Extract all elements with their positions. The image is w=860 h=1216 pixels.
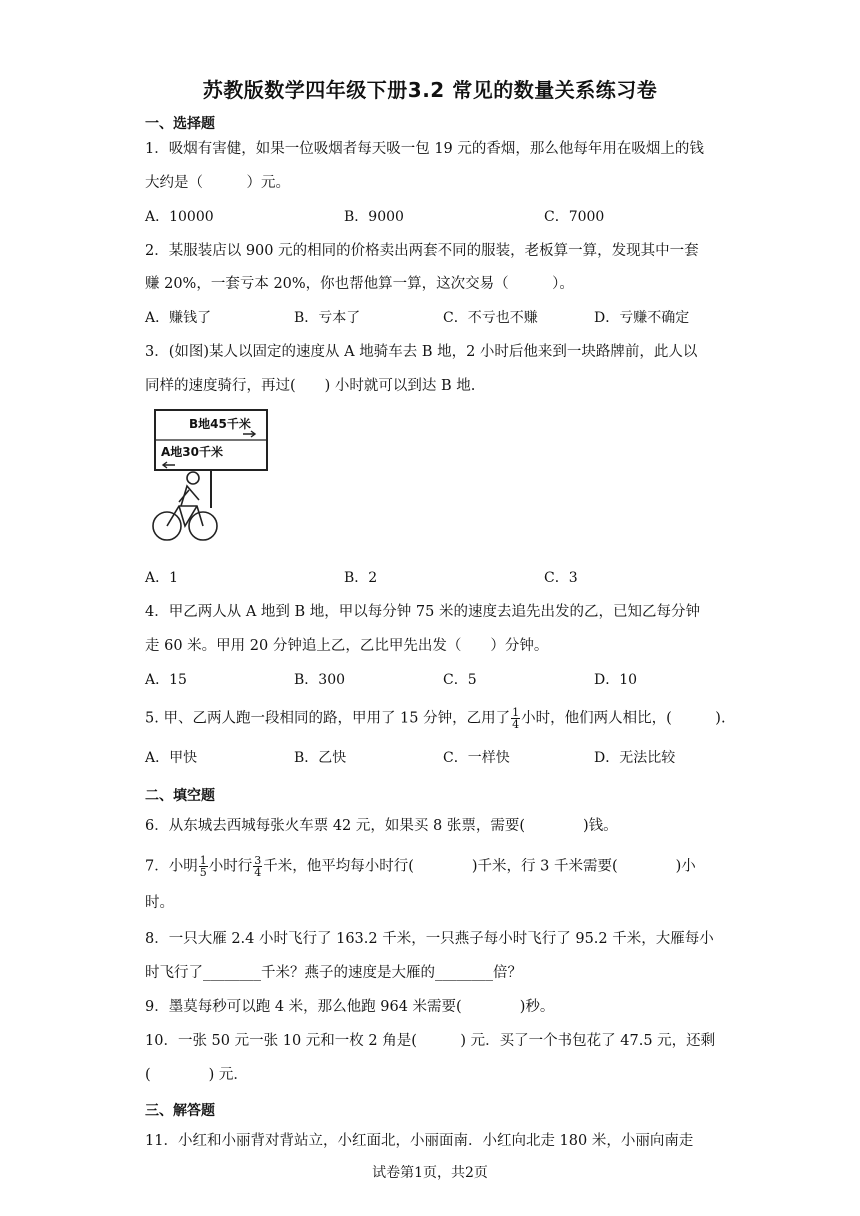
question-7-text-part-1: 7．小明 <box>145 858 198 875</box>
question-7-text-part-2: 小时行 <box>208 858 253 875</box>
question-3-line-1: 3．(如图)某人以固定的速度从 A 地骑车去 B 地，2 小时后他来到一块路牌前，此人以 <box>145 344 698 360</box>
question-4-option-b: B．300 <box>294 672 346 688</box>
question-5-option-d: D．无法比较 <box>594 750 676 766</box>
question-8-line-2: 时飞行了________千米？燕子的速度是大雁的________倍？ <box>145 965 522 981</box>
question-5-text-part-2: 小时，他们两人相比，( ). <box>521 710 726 727</box>
question-7-line-1 <box>145 855 717 878</box>
question-5-option-c: C．一样快 <box>443 750 510 766</box>
question-1-option-b: B．9000 <box>344 209 404 225</box>
fraction-numerator: 1 <box>199 854 207 867</box>
sign-b-distance: B地45千米 <box>189 417 251 431</box>
question-2-line-2: 赚 20%，一套亏本 20%，你也帮他算一算，这次交易（ ）。 <box>145 276 574 292</box>
question-5-text-part-1: 5. 甲、乙两人跑一段相同的路，甲用了 15 分钟，乙用了 <box>145 710 511 727</box>
question-3-option-c: C．3 <box>544 570 578 586</box>
question-4-option-c: C．5 <box>443 672 477 688</box>
section-heading-fill: 二、填空题 <box>145 788 215 804</box>
page-footer: 试卷第1页，共2页 <box>372 1165 488 1181</box>
question-2-option-c: C．不亏也不赚 <box>443 310 538 326</box>
question-5-fraction <box>511 707 520 730</box>
question-4-line-2: 走 60 米。甲用 20 分钟追上乙，乙比甲先出发（ ）分钟。 <box>145 638 549 654</box>
question-2-option-a: A．赚钱了 <box>145 310 212 326</box>
question-5-line-1 <box>145 706 726 731</box>
question-3-option-b: B．2 <box>344 570 378 586</box>
question-3-line-2: 同样的速度骑行，再过( ) 小时就可以到达 B 地. <box>145 378 476 394</box>
question-1-option-a: A．10000 <box>145 209 214 225</box>
question-10-line-2: ( ) 元． <box>145 1067 248 1083</box>
question-1-line-1: 1．吸烟有害健，如果一位吸烟者每天吸一包 19 元的香烟，那么他每年用在吸烟上的钱 <box>145 141 704 157</box>
question-4-option-d: D．10 <box>594 672 638 688</box>
sign-a-distance: A地30千米 <box>161 445 223 459</box>
fraction-denominator: 4 <box>254 866 262 879</box>
question-10-line-1: 10．一张 50 元一张 10 元和一枚 2 角是( ) 元．买了一个书包花了 47.5 元，还剩 <box>145 1033 716 1049</box>
question-2-line-1: 2．某服装店以 900 元的相同的价格卖出两套不同的服装，老板算一算，发现其中一套 <box>145 243 699 259</box>
question-9-line-1: 9．墨莫每秒可以跑 4 米，那么他跑 964 米需要( )秒。 <box>145 999 555 1015</box>
question-2-option-d: D．亏赚不确定 <box>594 310 690 326</box>
question-6-line-1: 6．从东城去西城每张火车票 42 元，如果买 8 张票，需要( )钱。 <box>145 818 618 834</box>
question-5-option-b: B．乙快 <box>294 750 347 766</box>
question-1-line-2: 大约是（ ）元。 <box>145 175 290 191</box>
question-4-option-a: A．15 <box>145 672 187 688</box>
page-title: 苏教版数学四年级下册3.2 常见的数量关系练习卷 <box>202 78 658 102</box>
section-heading-choice: 一、选择题 <box>145 116 215 132</box>
fraction-denominator: 5 <box>199 866 207 879</box>
section-heading-solve: 三、解答题 <box>145 1103 215 1119</box>
road-sign-illustration <box>145 408 273 550</box>
fraction-denominator: 4 <box>512 718 520 731</box>
road-sign-cyclist-figure <box>145 408 273 550</box>
question-2-option-b: B．亏本了 <box>294 310 361 326</box>
question-7-line-2: 时。 <box>145 895 174 911</box>
fraction-numerator: 1 <box>512 706 520 719</box>
question-1-option-c: C．7000 <box>544 209 605 225</box>
question-3-option-a: A．1 <box>145 570 179 586</box>
fraction-numerator: 3 <box>254 854 262 867</box>
question-7-fraction-2 <box>253 855 262 878</box>
question-4-line-1: 4．甲乙两人从 A 地到 B 地，甲以每分钟 75 米的速度去追先出发的乙，已知乙每分钟 <box>145 604 700 620</box>
question-11-line-1: 11．小红和小丽背对背站立，小红面北，小丽面南．小红向北走 180 米，小丽向南走 <box>145 1133 694 1149</box>
question-7-fraction-1 <box>199 855 208 878</box>
cyclist-icon <box>153 472 217 540</box>
question-8-line-1: 8．一只大雁 2.4 小时飞行了 163.2 千米，一只燕子每小时飞行了 95.2 千米，大雁每小 <box>145 931 714 947</box>
question-7-text-part-3: 千米，他平均每小时行( )千米，行 3 千米需要( )小 <box>263 858 696 875</box>
question-5-option-a: A．甲快 <box>145 750 198 766</box>
